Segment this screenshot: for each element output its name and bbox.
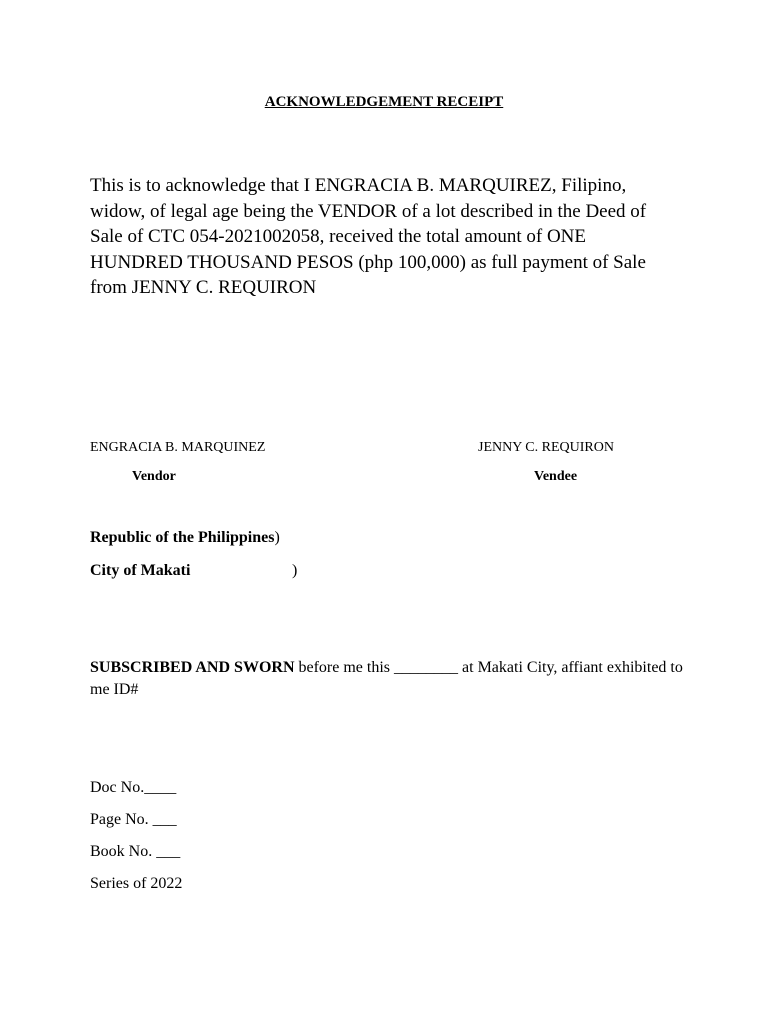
jurat-bold-lead: SUBSCRIBED AND SWORN bbox=[90, 659, 295, 676]
venue-republic bbox=[90, 529, 280, 547]
venue-city-paren: ) bbox=[292, 562, 298, 579]
acknowledgement-paragraph: This is to acknowledge that I ENGRACIA B. MARQUIREZ, Filipino, widow, of legal age being the VENDOR of a lot described in the Deed of Sale of CTC 054-2021002058, received the total amount of ONE HUNDRED THOUSAND PESOS (php 100,000) as full payment of Sale from JENNY C. REQUIRON bbox=[90, 175, 647, 298]
book-number: Book No. ___ bbox=[90, 843, 181, 860]
jurat-rest: before me this ________ at Makati City, affiant exhibited to me ID# bbox=[90, 659, 683, 698]
document-title: ACKNOWLEDGEMENT RECEIPT bbox=[264, 94, 504, 110]
jurat-paragraph bbox=[90, 657, 690, 701]
venue-republic-paren: ) bbox=[274, 529, 280, 546]
venue-city: City of Makati bbox=[90, 562, 191, 579]
venue-republic-text: Republic of the Philippines bbox=[90, 529, 275, 546]
vendor-role: Vendor bbox=[132, 469, 176, 484]
page-number: Page No. ___ bbox=[90, 811, 177, 828]
vendor-name: ENGRACIA B. MARQUINEZ bbox=[90, 440, 266, 455]
doc-number: Doc No.____ bbox=[90, 779, 177, 796]
vendee-role: Vendee bbox=[534, 469, 578, 484]
series-year: Series of 2022 bbox=[90, 875, 183, 892]
vendee-name: JENNY C. REQUIRON bbox=[478, 440, 614, 455]
